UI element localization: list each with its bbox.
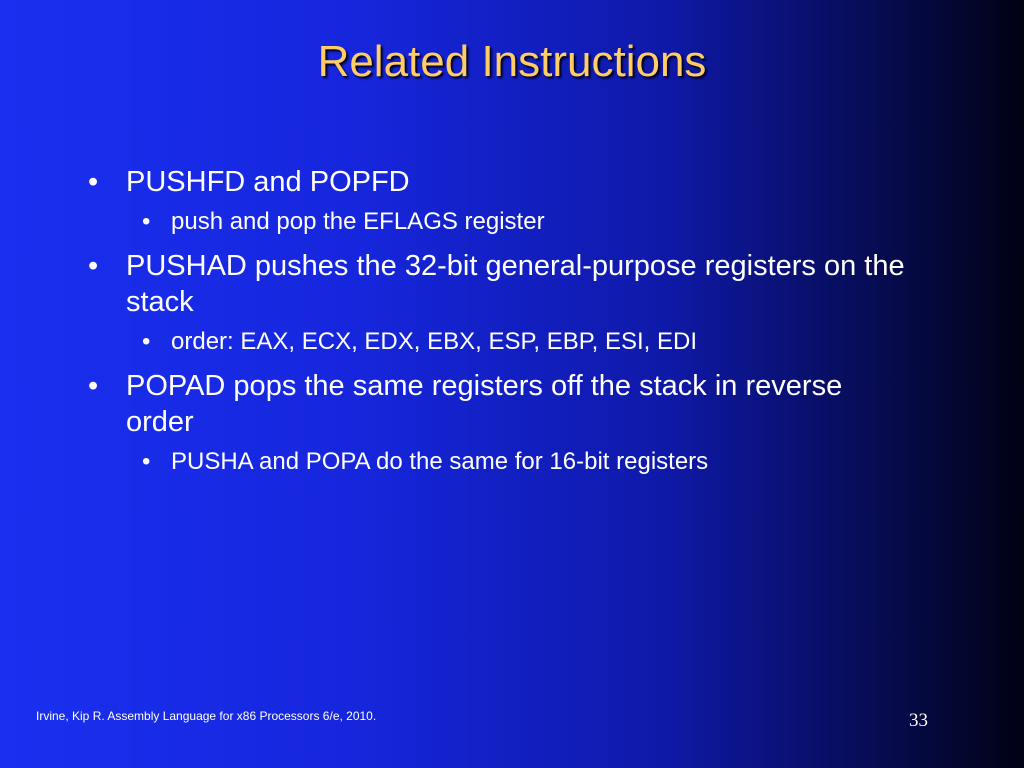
sub-bullet-item <box>88 328 908 356</box>
bullet-dot-icon: • <box>88 250 99 282</box>
bullet-text: PUSHAD pushes the 32-bit general-purpose registers on the stack <box>126 250 905 318</box>
bullet-text: POPAD pops the same registers off the stack in reverse order <box>126 370 843 438</box>
bullet-dot-icon: • <box>142 328 151 355</box>
bullet-item <box>88 368 908 440</box>
sub-bullet-item <box>88 448 908 476</box>
sub-bullet-text: push and pop the EFLAGS register <box>171 208 545 235</box>
sub-bullet-item <box>88 208 908 236</box>
bullet-dot-icon: • <box>88 370 99 402</box>
bullet-dot-icon: • <box>88 166 99 198</box>
bullet-text: PUSHFD and POPFD <box>126 166 410 198</box>
sub-bullet-text: order: EAX, ECX, EDX, EBX, ESP, EBP, ESI, EDI <box>171 328 698 355</box>
bullet-dot-icon: • <box>142 448 151 475</box>
bullet-dot-icon: • <box>142 208 151 235</box>
sub-bullet-text: PUSHA and POPA do the same for 16-bit registers <box>171 448 709 475</box>
footer-citation: Irvine, Kip R. Assembly Language for x86 Processors 6/e, 2010. <box>36 709 377 723</box>
slide-title: Related Instructions <box>317 37 707 86</box>
page-number: 33 <box>909 710 928 731</box>
bullet-item <box>88 164 908 200</box>
bullet-list <box>88 164 908 476</box>
bullet-item <box>88 248 908 320</box>
